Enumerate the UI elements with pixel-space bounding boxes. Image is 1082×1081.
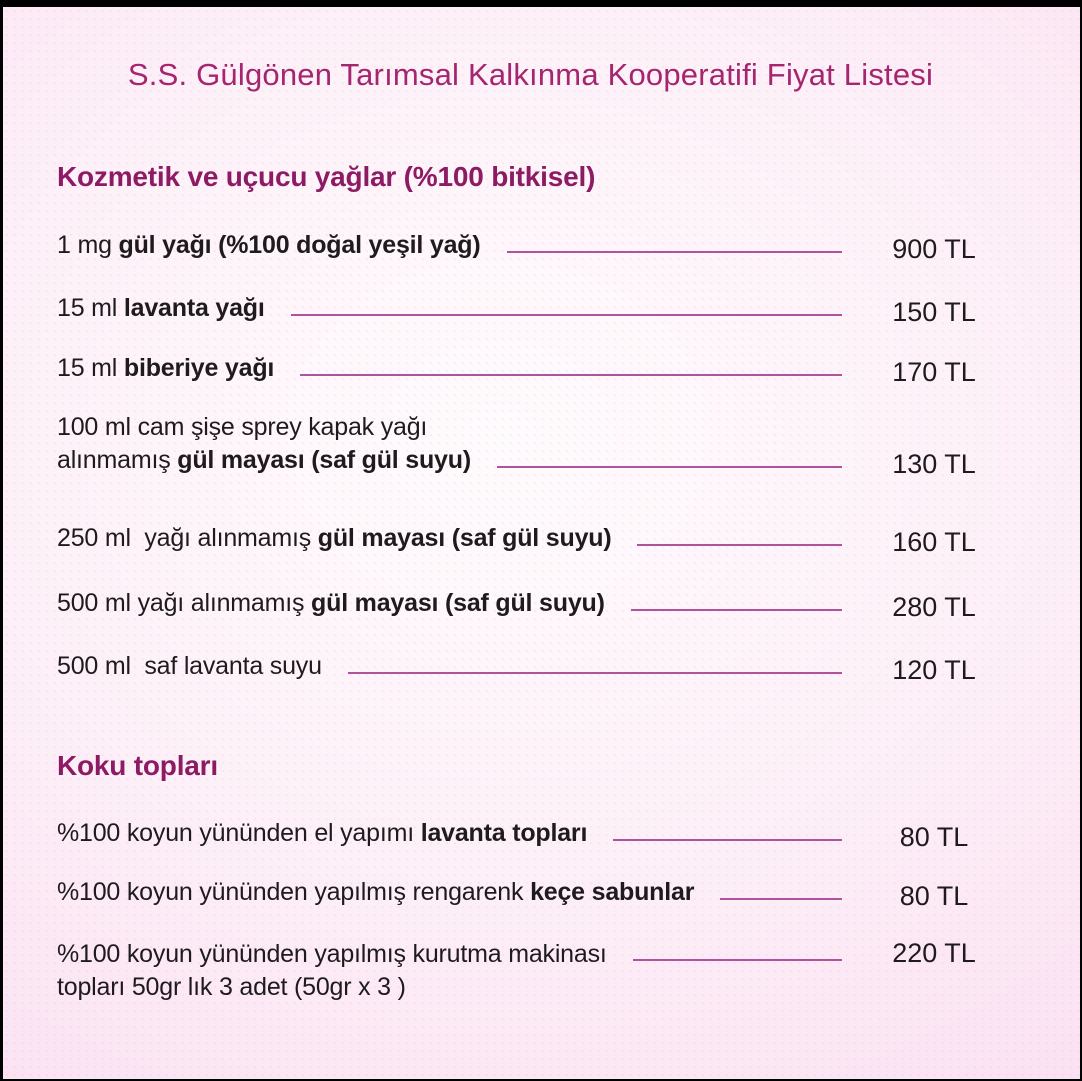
page-title: S.S. Gülgönen Tarımsal Kalkınma Kooperatifi Fiyat Listesi	[127, 57, 934, 92]
item-price: 130 TL	[892, 449, 976, 479]
item-label	[57, 876, 694, 909]
leader-line	[348, 672, 842, 674]
leader-line	[497, 466, 842, 468]
leader-line	[507, 251, 842, 253]
item-price: 80 TL	[899, 822, 969, 852]
section-heading: Koku topları	[57, 750, 218, 781]
item-label-bold-segment: lavanta yağı	[123, 294, 265, 322]
item-label-line	[57, 522, 611, 555]
item-label	[57, 292, 265, 325]
section-1	[57, 748, 1004, 1004]
leader-line	[637, 544, 842, 546]
item-label-line	[57, 229, 481, 262]
item-price: 900 TL	[892, 234, 976, 264]
item-label-segment: %100 koyun yününden el yapımı	[57, 819, 421, 847]
leader-line	[291, 314, 842, 316]
price-row	[57, 229, 1004, 262]
price-row	[57, 522, 1004, 555]
item-label-line	[57, 650, 322, 683]
item-label-line	[57, 876, 694, 909]
item-label-segment: %100 koyun yününden yapılmış kurutma makinası	[57, 940, 607, 968]
item-label-bold-segment: gül mayası (saf gül suyu)	[317, 524, 612, 552]
item-label-bold-segment: gül mayası (saf gül suyu)	[177, 446, 471, 474]
price-row	[57, 817, 1004, 850]
item-label-bold-segment: keçe sabunlar	[530, 878, 695, 906]
item-label	[57, 352, 274, 385]
item-price: 80 TL	[899, 881, 969, 911]
item-label	[57, 938, 607, 1004]
item-label-segment: alınmamış	[57, 446, 178, 474]
leader-line	[720, 898, 842, 900]
item-label-line	[57, 587, 605, 620]
section-0	[57, 159, 1004, 683]
price-row	[57, 587, 1004, 620]
item-label	[57, 522, 611, 555]
item-label-segment: 15 ml	[57, 354, 124, 382]
item-label-bold-segment: gül mayası (saf gül suyu)	[311, 589, 605, 617]
item-label-line	[57, 817, 587, 850]
price-row	[57, 292, 1004, 325]
item-label-segment: 500 ml saf lavanta suyu	[57, 652, 322, 680]
item-label-segment: %100 koyun yününden yapılmış rengarenk	[57, 878, 531, 906]
item-label-bold-segment: biberiye yağı	[123, 354, 275, 382]
item-label-bold-segment: gül yağı (%100 doğal yeşil yağ)	[118, 231, 481, 259]
item-label-segment: topları 50gr lık 3 adet (50gr x 3 )	[57, 973, 406, 1001]
item-label-line	[57, 938, 607, 971]
item-label	[57, 587, 605, 620]
item-price: 150 TL	[892, 297, 976, 327]
item-label-segment: 1 mg	[57, 231, 119, 259]
section-items	[57, 229, 1004, 683]
price-row	[57, 876, 1004, 909]
item-label-segment: 500 ml yağı alınmamış	[57, 589, 312, 617]
item-label	[57, 650, 322, 683]
item-price: 120 TL	[892, 655, 976, 685]
price-row	[57, 938, 1004, 1004]
item-label-bold-segment: lavanta topları	[420, 819, 588, 847]
item-price: 170 TL	[892, 357, 976, 387]
price-row	[57, 411, 1004, 477]
price-list	[57, 159, 1004, 1004]
item-label-segment: 100 ml cam şişe sprey kapak yağı	[57, 413, 428, 441]
item-label-segment: 250 ml yağı alınmamış	[57, 524, 318, 552]
section-items	[57, 817, 1004, 1004]
price-row	[57, 352, 1004, 385]
item-price: 160 TL	[892, 527, 976, 557]
item-price: 220 TL	[892, 938, 976, 968]
leader-line	[613, 839, 842, 841]
item-label-line	[57, 292, 265, 325]
leader-line	[633, 959, 842, 961]
item-label	[57, 411, 471, 477]
item-label-line	[57, 411, 471, 444]
item-price: 280 TL	[892, 592, 976, 622]
item-label-line	[57, 352, 274, 385]
item-label-line	[57, 971, 607, 1004]
item-label	[57, 817, 587, 850]
leader-line	[300, 374, 842, 376]
section-heading: Kozmetik ve uçucu yağlar (%100 bitkisel)	[57, 161, 596, 192]
leader-line	[631, 609, 842, 611]
price-row	[57, 650, 1004, 683]
item-label-line	[57, 444, 471, 477]
item-label-segment: 15 ml	[57, 294, 124, 322]
item-label	[57, 229, 481, 262]
